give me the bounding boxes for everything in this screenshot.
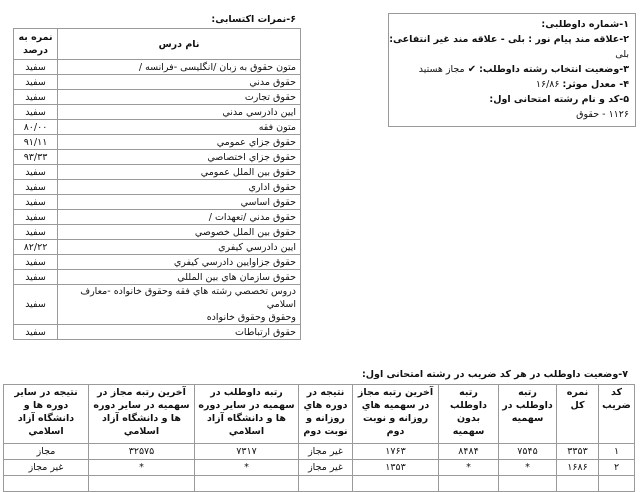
status-cell: [299, 476, 353, 492]
status-cell: ۱۷۶۳: [353, 444, 439, 460]
status-cell: *: [499, 460, 557, 476]
table-row: [14, 240, 301, 255]
table-row: [14, 60, 301, 75]
course-name-line1: دروس تخصصي رشته هاي فقه وحقوق خانواده -معارف اسلامي: [80, 286, 296, 310]
interest-value: بلی: [615, 49, 629, 60]
gpa-label: ۴- معدل موثر:: [562, 79, 629, 90]
status-cell: [439, 476, 499, 492]
table-row: [14, 135, 301, 150]
table-row: [14, 165, 301, 180]
status-cell: *: [195, 460, 299, 476]
status-header-cell: نمره کل: [557, 385, 599, 444]
table-row: [14, 285, 301, 325]
course-score: ۸۰/۰۰: [14, 120, 58, 135]
score-header-line1: نمره به: [18, 32, 53, 43]
course-name: حقوق بين الملل خصوصي: [58, 225, 301, 240]
course-score: سفید: [14, 325, 58, 340]
status-cell: [557, 476, 599, 492]
status-cell: ۱: [599, 444, 635, 460]
course-name: حقوق تجارت: [58, 90, 301, 105]
exam-field-label: ۵-کد و نام رشته امتحانی اول:: [489, 94, 629, 105]
course-score: سفید: [14, 90, 58, 105]
status-cell: ۷۳۱۷: [195, 444, 299, 460]
status-cell: ۲: [599, 460, 635, 476]
status-cell: [195, 476, 299, 492]
course-score: سفید: [14, 195, 58, 210]
status-cell: [4, 476, 89, 492]
table-row: [14, 180, 301, 195]
status-cell: ۱۳۵۳: [353, 460, 439, 476]
course-name: حقوق بين الملل عمومي: [58, 165, 301, 180]
course-score: سفید: [14, 180, 58, 195]
course-score: ۹۳/۳۳: [14, 150, 58, 165]
course-score: سفید: [14, 165, 58, 180]
gpa-value: ۱۶/۸۶: [535, 79, 560, 90]
status-cell: مجاز: [4, 444, 89, 460]
selection-status-label: ۳-وضعیت انتخاب رشته داوطلب:: [479, 64, 629, 75]
status-cell: ۸۴۸۴: [439, 444, 499, 460]
course-score: سفید: [14, 285, 58, 325]
table-row: [14, 105, 301, 120]
status-cell: ۷۵۴۵: [499, 444, 557, 460]
table-row: [14, 90, 301, 105]
course-name: متون فقه: [58, 120, 301, 135]
status-cell: [89, 476, 195, 492]
course-score: سفید: [14, 105, 58, 120]
table-row: [4, 460, 635, 476]
status-header-cell: نتیجه در ساير دوره ها و دانشگاه آزاد اسلامي: [4, 385, 89, 444]
status-cell: *: [439, 460, 499, 476]
table-row: [14, 150, 301, 165]
status-header-cell: رتبه داوطلب بدون سهميه: [439, 385, 499, 444]
status-cell: ۳۳۵۳: [557, 444, 599, 460]
status-header-cell: آخرين رتبه مجاز در سهمیه در ساير دوره ها و دانشگاه آزاد اسلامي: [89, 385, 195, 444]
course-name: ایين دادرسي کيفري: [58, 240, 301, 255]
selection-status-value: مجاز هستید: [418, 64, 465, 75]
grades-header-row: [14, 29, 301, 60]
course-name: حقوق اساسي: [58, 195, 301, 210]
status-header-cell: رتبه داوطلب در سهمیه در ساير دوره ها و دانشگاه آزاد اسلامي: [195, 385, 299, 444]
status-header-cell: آخرين رتبه مجاز در سهمیه هاي روزانه و نوبت دوم: [353, 385, 439, 444]
table-row: [4, 444, 635, 460]
course-name: حقوق سازمان هاي بين المللي: [58, 270, 301, 285]
status-header-cell: نتیجه در دوره هاي روزانه و نوبت دوم: [299, 385, 353, 444]
course-name: حقوق اداري: [58, 180, 301, 195]
course-score: سفید: [14, 60, 58, 75]
course-name-line2: وحقوق وحقوق خانواده: [206, 312, 296, 323]
course-score: سفید: [14, 75, 58, 90]
table-row: [14, 210, 301, 225]
status-cell: [353, 476, 439, 492]
status-cell: ۳۲۵۷۵: [89, 444, 195, 460]
score-header: [14, 29, 58, 60]
course-score: سفید: [14, 255, 58, 270]
course-name: حقوق جزاوایين دادرسي کيفري: [58, 255, 301, 270]
table-row: [14, 255, 301, 270]
course-score: سفید: [14, 225, 58, 240]
course-score: سفید: [14, 210, 58, 225]
exam-field-value: ۱۱۲۶ - حقوق: [576, 109, 629, 120]
table-row: [4, 476, 635, 492]
table-row: [14, 225, 301, 240]
status-table: [3, 384, 635, 492]
course-name: حقوق جزاي عمومي: [58, 135, 301, 150]
course-score: ۹۱/۱۱: [14, 135, 58, 150]
grades-table: [13, 28, 301, 340]
status-cell: *: [89, 460, 195, 476]
table-row: [14, 195, 301, 210]
table-row: [14, 325, 301, 340]
course-name: حقوق مدني /تعهدات /: [58, 210, 301, 225]
status-cell: غیر مجاز: [4, 460, 89, 476]
status-section-title: ۷-وضعیت داوطلب در هر کد ضریب در رشته امتحانی اول:: [362, 369, 628, 380]
table-row: [14, 270, 301, 285]
course-name: ایین دادرسي مدني: [58, 105, 301, 120]
status-header-cell: رتبه داوطلب در سهمیه: [499, 385, 557, 444]
table-row: [14, 75, 301, 90]
course-name: متون حقوق به زبان /انگلیسی -فرانسه /: [58, 60, 301, 75]
status-cell: [599, 476, 635, 492]
course-name: حقوق جزاي اختصاصي: [58, 150, 301, 165]
status-cell: غیر مجاز: [299, 460, 353, 476]
table-row: [14, 120, 301, 135]
check-icon: ✔: [467, 64, 477, 75]
course-name: [58, 285, 301, 325]
status-cell: ۱۶۸۶: [557, 460, 599, 476]
status-header-cell: کد ضريب: [599, 385, 635, 444]
course-name-header: نام درس: [58, 29, 301, 60]
course-score: ۸۲/۲۲: [14, 240, 58, 255]
interest-label: ۲-علاقه مند پیام نور : بلی - علاقه مند غیر انتفاعی:: [389, 34, 629, 45]
course-name: حقوق مدني: [58, 75, 301, 90]
status-cell: غیر مجاز: [299, 444, 353, 460]
applicant-info-box: [388, 13, 636, 127]
score-header-line2: درصد: [22, 45, 48, 56]
grades-section-title: ۶-نمرات اکتسابی:: [211, 14, 296, 25]
applicant-number-label: ۱-شماره داوطلبی:: [541, 19, 629, 30]
course-name: حقوق ارتباطات: [58, 325, 301, 340]
status-header-row: [4, 385, 635, 444]
status-cell: [499, 476, 557, 492]
course-score: سفید: [14, 270, 58, 285]
